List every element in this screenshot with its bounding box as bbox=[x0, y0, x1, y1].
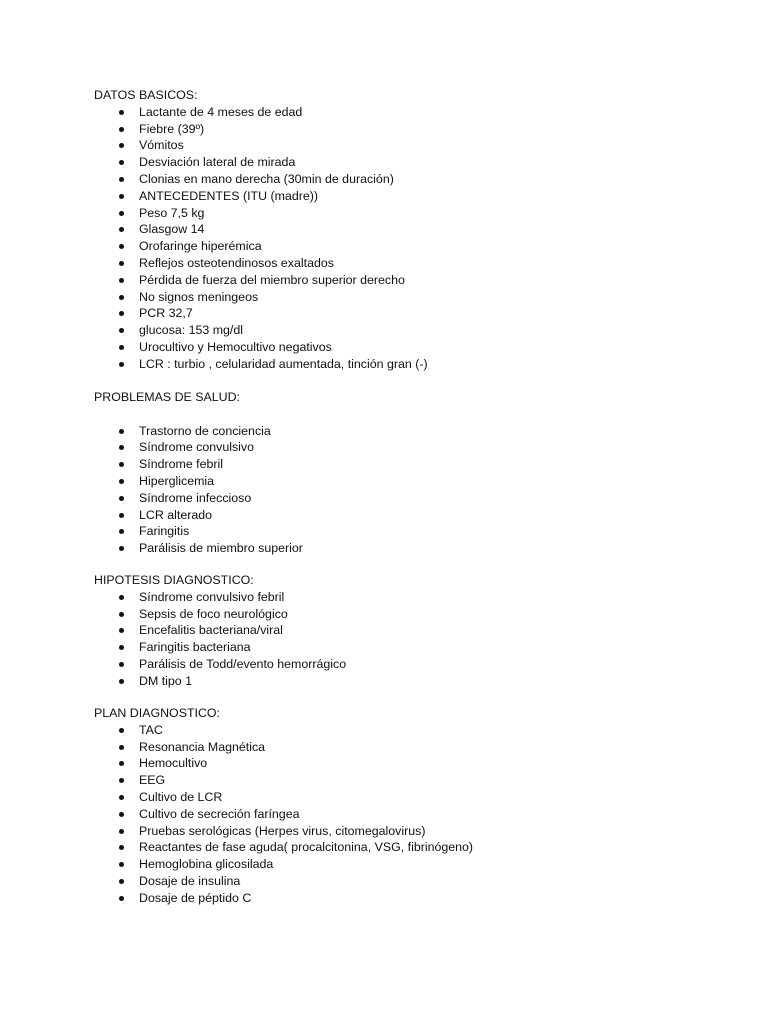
list-item-text: DM tipo 1 bbox=[139, 673, 193, 688]
bullet-icon bbox=[119, 896, 124, 901]
list-item-text: Síndrome convulsivo bbox=[139, 440, 255, 455]
list-item bbox=[94, 104, 714, 121]
list-item-text: TAC bbox=[139, 722, 163, 737]
list-item bbox=[94, 188, 714, 205]
list-item bbox=[94, 739, 714, 756]
list-item-text: Resonancia Magnética bbox=[139, 739, 266, 754]
list-item bbox=[94, 322, 714, 339]
bullet-icon bbox=[119, 612, 124, 617]
bullet-icon bbox=[119, 177, 124, 182]
list-item bbox=[94, 490, 714, 507]
list-item bbox=[94, 221, 714, 238]
bullet-icon bbox=[119, 845, 124, 850]
hipotesis-diagnostico-list bbox=[94, 589, 714, 690]
list-item bbox=[94, 622, 714, 639]
bullet-icon bbox=[119, 862, 124, 867]
list-item-text: Cultivo de secreción faríngea bbox=[139, 806, 300, 821]
bullet-icon bbox=[119, 529, 124, 534]
list-item bbox=[94, 606, 714, 623]
list-item bbox=[94, 639, 714, 656]
list-item-text: Peso 7,5 kg bbox=[139, 205, 205, 220]
list-item bbox=[94, 873, 714, 890]
section-heading: HIPOTESIS DIAGNOSTICO: bbox=[94, 573, 254, 587]
bullet-icon bbox=[119, 127, 124, 132]
list-item bbox=[94, 890, 714, 907]
list-item bbox=[94, 507, 714, 524]
list-item bbox=[94, 856, 714, 873]
bullet-icon bbox=[119, 227, 124, 232]
list-item bbox=[94, 772, 714, 789]
list-item bbox=[94, 272, 714, 289]
list-item-text: Hiperglicemia bbox=[139, 473, 215, 488]
bullet-icon bbox=[119, 628, 124, 633]
problemas-de-salud-list bbox=[94, 423, 714, 557]
plan-diagnostico-section bbox=[94, 705, 714, 907]
list-item-text: Faringitis bbox=[139, 524, 190, 539]
list-item bbox=[94, 540, 714, 557]
list-item-text: Urocultivo y Hemocultivo negativos bbox=[139, 339, 332, 354]
datos-basicos-list bbox=[94, 104, 714, 373]
bullet-icon bbox=[119, 295, 124, 300]
list-item-text: Síndrome infeccioso bbox=[139, 490, 252, 505]
bullet-icon bbox=[119, 745, 124, 750]
list-item bbox=[94, 439, 714, 456]
list-item bbox=[94, 154, 714, 171]
bullet-icon bbox=[119, 160, 124, 165]
list-item-text: LCR alterado bbox=[139, 507, 213, 522]
bullet-icon bbox=[119, 345, 124, 350]
bullet-icon bbox=[119, 362, 124, 367]
list-item bbox=[94, 823, 714, 840]
list-item bbox=[94, 806, 714, 823]
plan-diagnostico-list bbox=[94, 722, 714, 907]
list-item-text: Encefalitis bacteriana/viral bbox=[139, 623, 283, 638]
problemas-de-salud-section bbox=[94, 389, 714, 557]
list-item bbox=[94, 456, 714, 473]
list-item-text: Dosaje de péptido C bbox=[139, 890, 252, 905]
datos-basicos-section bbox=[94, 87, 714, 373]
bullet-icon bbox=[119, 679, 124, 684]
bullet-icon bbox=[119, 496, 124, 501]
list-item-text: Síndrome febril bbox=[139, 457, 224, 472]
bullet-icon bbox=[119, 812, 124, 817]
bullet-icon bbox=[119, 462, 124, 467]
bullet-icon bbox=[119, 761, 124, 766]
bullet-icon bbox=[119, 244, 124, 249]
bullet-icon bbox=[119, 546, 124, 551]
list-item bbox=[94, 121, 714, 138]
list-item-text: Clonias en mano derecha (30min de duración) bbox=[139, 171, 394, 186]
bullet-icon bbox=[119, 445, 124, 450]
list-item-text: Trastorno de conciencia bbox=[139, 423, 271, 438]
list-item-text: Reactantes de fase aguda( procalcitonina, VSG, fibrinógeno) bbox=[139, 840, 474, 855]
list-item bbox=[94, 171, 714, 188]
bullet-icon bbox=[119, 829, 124, 834]
bullet-icon bbox=[119, 328, 124, 333]
bullet-icon bbox=[119, 728, 124, 733]
bullet-icon bbox=[119, 143, 124, 148]
section-heading: PROBLEMAS DE SALUD: bbox=[94, 390, 240, 404]
section-heading: DATOS BASICOS: bbox=[94, 88, 198, 102]
list-item-text: Reflejos osteotendinosos exaltados bbox=[139, 255, 334, 270]
list-item-text: LCR : turbio , celularidad aumentada, tinción gran (-) bbox=[139, 356, 428, 371]
bullet-icon bbox=[119, 278, 124, 283]
bullet-icon bbox=[119, 662, 124, 667]
list-item bbox=[94, 137, 714, 154]
list-item-text: Pruebas serológicas (Herpes virus, citomegalovirus) bbox=[139, 823, 426, 838]
bullet-icon bbox=[119, 795, 124, 800]
hipotesis-diagnostico-section bbox=[94, 572, 714, 690]
list-item-text: Fiebre (39º) bbox=[139, 121, 205, 136]
list-item-text: Hemocultivo bbox=[139, 756, 208, 771]
list-item bbox=[94, 305, 714, 322]
list-item-text: Glasgow 14 bbox=[139, 222, 205, 237]
list-item bbox=[94, 356, 714, 373]
list-item-text: No signos meningeos bbox=[139, 289, 259, 304]
list-item bbox=[94, 789, 714, 806]
list-item bbox=[94, 205, 714, 222]
list-item-text: Dosaje de insulina bbox=[139, 873, 241, 888]
list-item bbox=[94, 473, 714, 490]
list-item-text: Síndrome convulsivo febril bbox=[139, 589, 285, 604]
bullet-icon bbox=[119, 429, 124, 434]
list-item-text: Orofaringe hiperémica bbox=[139, 239, 262, 254]
bullet-icon bbox=[119, 311, 124, 316]
bullet-icon bbox=[119, 513, 124, 518]
list-item-text: glucosa: 153 mg/dl bbox=[139, 323, 244, 338]
list-item-text: ANTECEDENTES (ITU (madre)) bbox=[139, 188, 318, 203]
section-heading: PLAN DIAGNOSTICO: bbox=[94, 706, 220, 720]
bullet-icon bbox=[119, 645, 124, 650]
list-item bbox=[94, 755, 714, 772]
list-item bbox=[94, 673, 714, 690]
bullet-icon bbox=[119, 778, 124, 783]
list-item bbox=[94, 339, 714, 356]
list-item-text: Vómitos bbox=[139, 138, 184, 153]
list-item bbox=[94, 523, 714, 540]
bullet-icon bbox=[119, 595, 124, 600]
bullet-icon bbox=[119, 479, 124, 484]
list-item-text: Cultivo de LCR bbox=[139, 789, 223, 804]
list-item bbox=[94, 423, 714, 440]
list-item bbox=[94, 589, 714, 606]
list-item-text: Lactante de 4 meses de edad bbox=[139, 104, 303, 119]
list-item-text: Hemoglobina glicosilada bbox=[139, 857, 274, 872]
list-item-text: Pérdida de fuerza del miembro superior derecho bbox=[139, 272, 405, 287]
list-item bbox=[94, 238, 714, 255]
list-item bbox=[94, 722, 714, 739]
list-item-text: EEG bbox=[139, 773, 166, 788]
list-item-text: Sepsis de foco neurológico bbox=[139, 606, 288, 621]
bullet-icon bbox=[119, 110, 124, 115]
list-item-text: Faringitis bacteriana bbox=[139, 640, 251, 655]
bullet-icon bbox=[119, 211, 124, 216]
bullet-icon bbox=[119, 261, 124, 266]
list-item bbox=[94, 289, 714, 306]
list-item-text: Parálisis de Todd/evento hemorrágico bbox=[139, 656, 347, 671]
list-item-text: Desviación lateral de mirada bbox=[139, 155, 296, 170]
list-item-text: PCR 32,7 bbox=[139, 306, 193, 321]
bullet-icon bbox=[119, 879, 124, 884]
list-item-text: Parálisis de miembro superior bbox=[139, 541, 303, 556]
bullet-icon bbox=[119, 194, 124, 199]
list-item bbox=[94, 656, 714, 673]
list-item bbox=[94, 255, 714, 272]
list-item bbox=[94, 839, 714, 856]
